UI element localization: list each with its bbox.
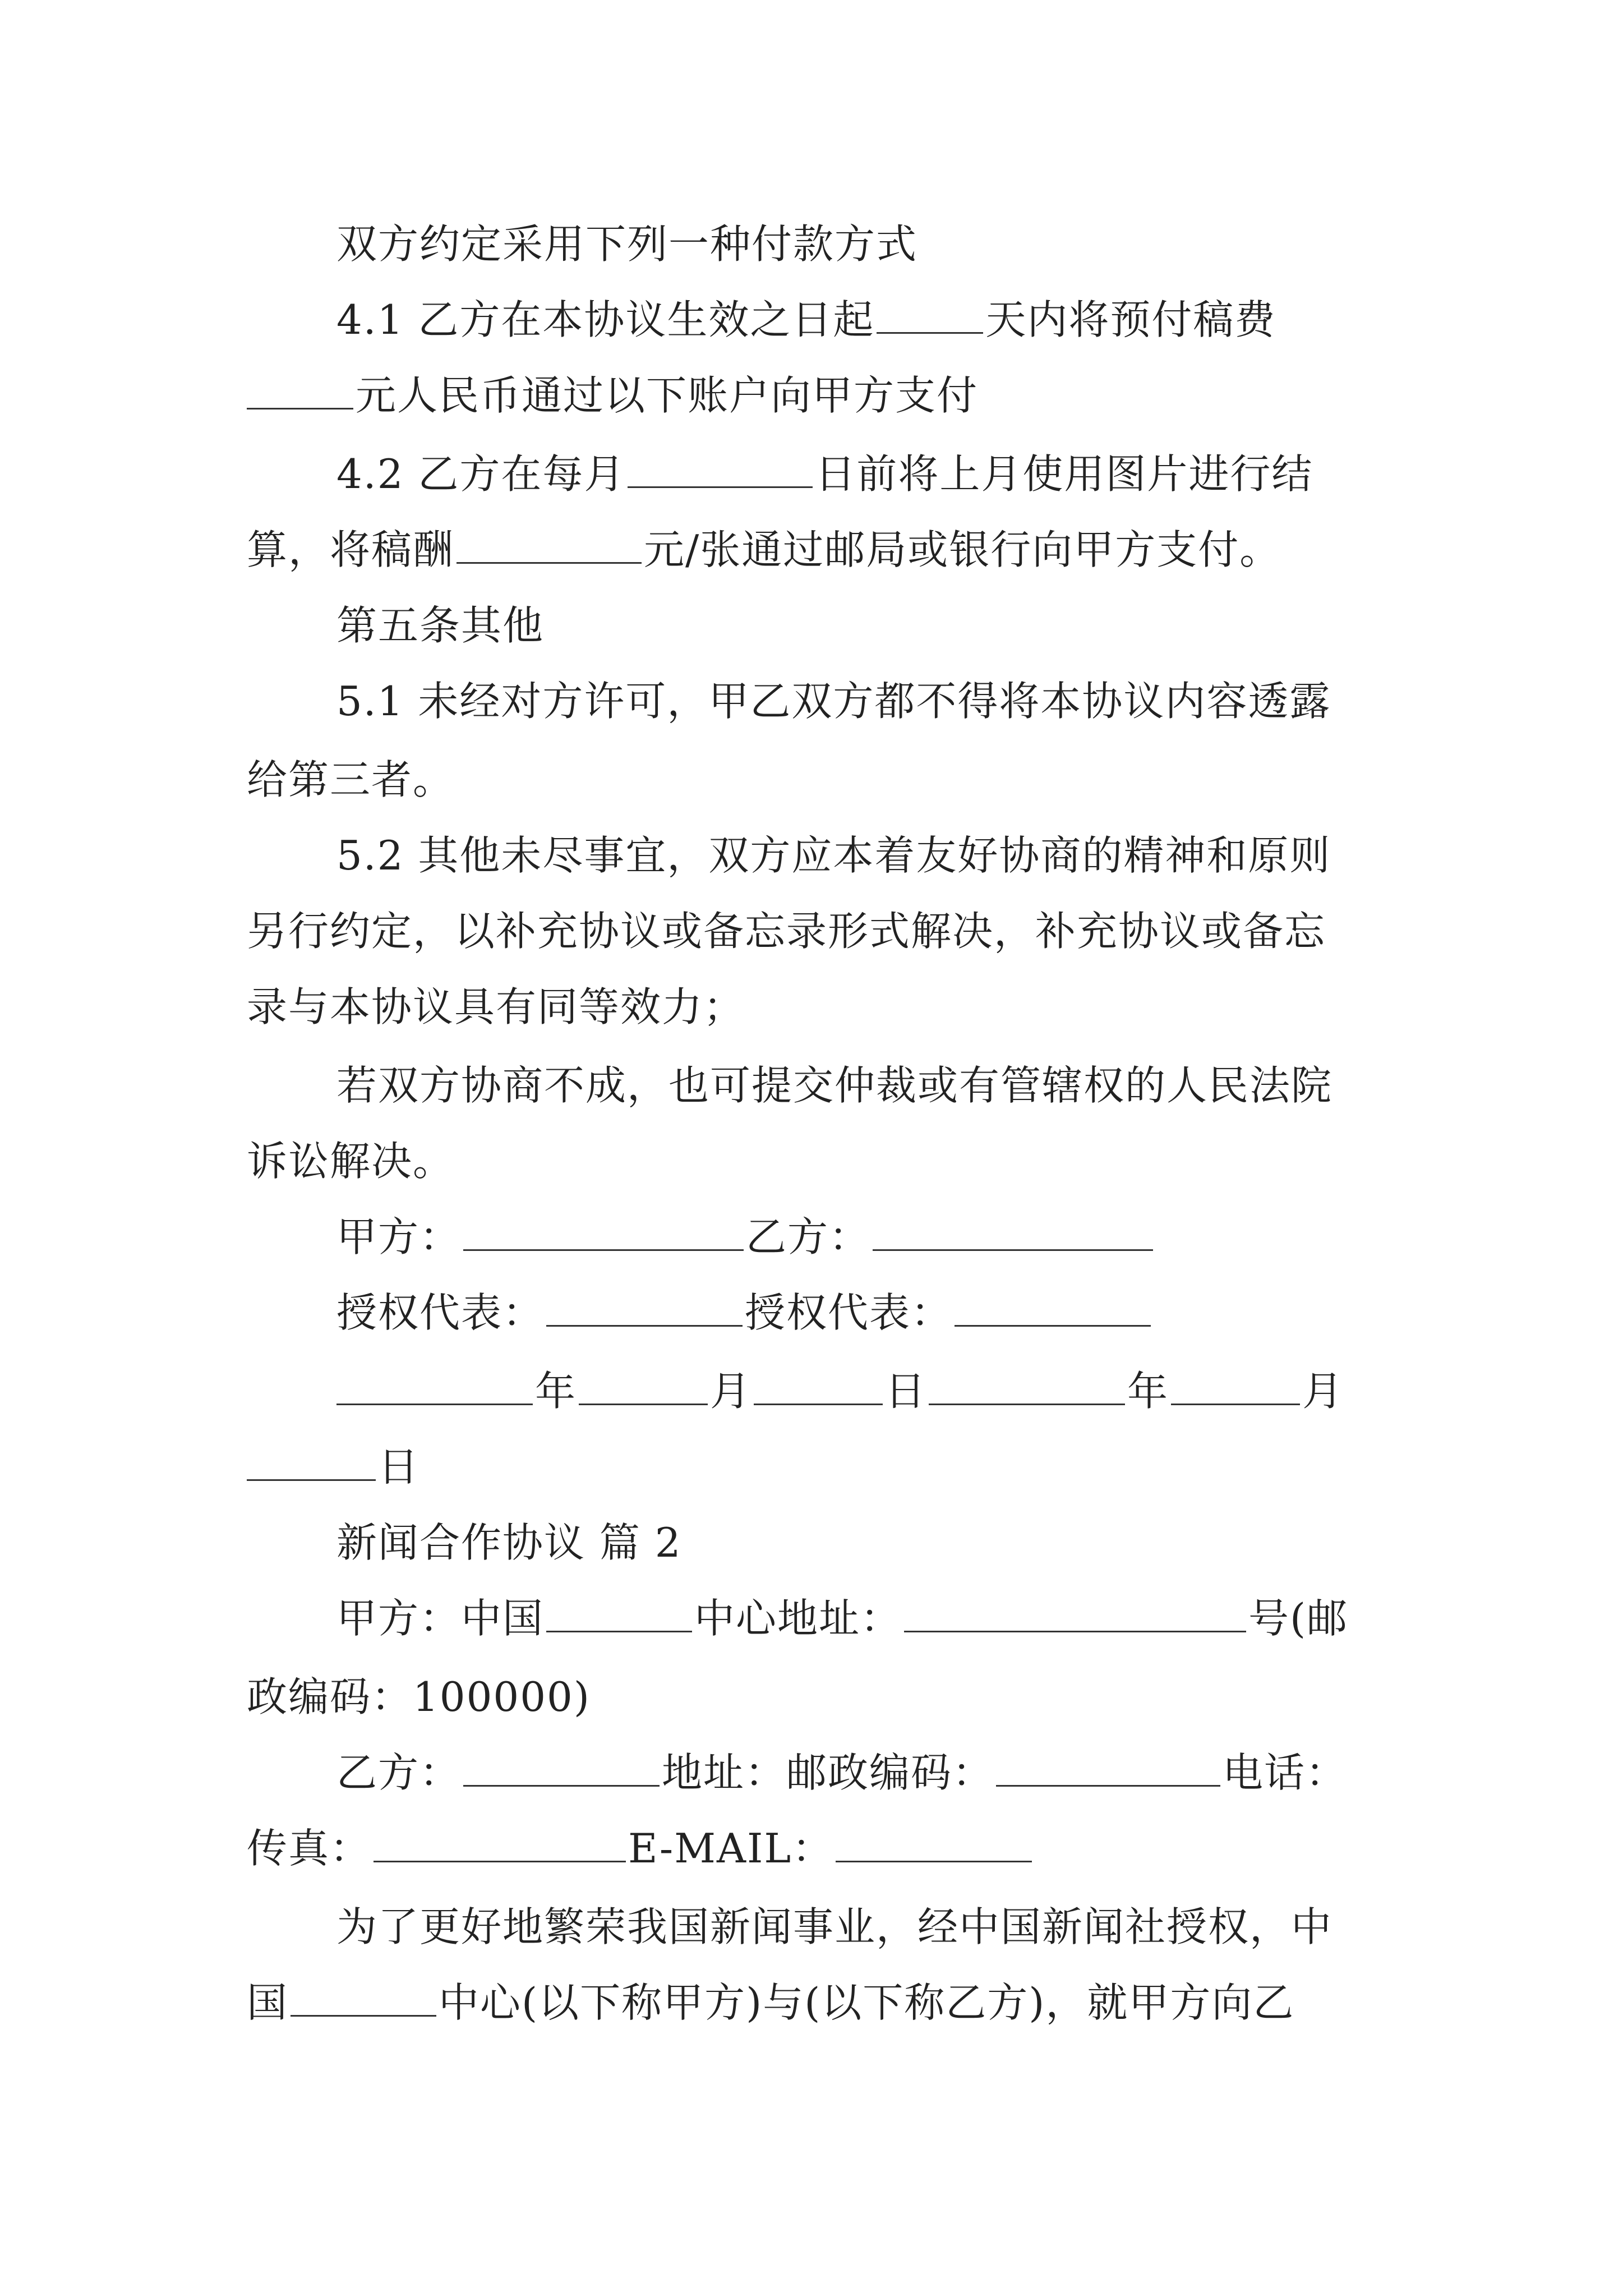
blank-fax[interactable] (374, 1821, 626, 1862)
clause-4-1-cont (247, 367, 978, 424)
party-a-info-cont (247, 1669, 591, 1725)
text-5-2-cont-2: 录与本协议具有同等效力； (247, 983, 745, 1030)
text-4-2-start: 4.2 乙方在每月 (336, 450, 626, 498)
text-4-1-cont: 元人民币通过以下账户向甲方支付 (356, 372, 979, 419)
label-center-address: 中心地址： (694, 1595, 902, 1642)
party-a-info (336, 1590, 1348, 1646)
text-4-1-days: 天内将预付稿费 (985, 296, 1276, 343)
blank-year-a[interactable] (336, 1364, 533, 1405)
text-5-1: 5.1 未经对方许可，甲乙双方都不得将本协议内容透露 (336, 678, 1331, 725)
blank-year-b[interactable] (929, 1364, 1125, 1405)
blank-month-b[interactable] (1171, 1364, 1300, 1405)
clause-5-1-cont (247, 752, 454, 808)
blank-email[interactable] (836, 1821, 1032, 1862)
text-4-2-cont-a: 算，将稿酬 (247, 526, 455, 573)
text-intro: 为了更好地繁荣我国新闻事业，经中国新闻社授权，中 (336, 1903, 1333, 1950)
text-dispute: 若双方协商不成，也可提交仲裁或有管辖权的人民法院 (336, 1062, 1333, 1109)
label-year-a: 年 (535, 1368, 577, 1415)
paragraph-dispute (336, 1057, 1332, 1114)
blank-monthly-date[interactable] (628, 447, 813, 488)
blank-days[interactable] (877, 293, 983, 334)
party-b-info (336, 1745, 1347, 1801)
text-section-title: 新闻合作协议 篇 2 (336, 1519, 682, 1566)
text-postal-code: 政编码：100000) (247, 1673, 591, 1720)
blank-month-a[interactable] (579, 1364, 708, 1405)
blank-center-name-2[interactable] (291, 1976, 436, 2017)
clause-5-1 (336, 673, 1331, 729)
text-4-2-cont-b: 元/张通过邮局或银行向甲方支付。 (644, 526, 1281, 573)
label-address-postal: 地址：邮政编码： (662, 1749, 994, 1796)
paragraph-dispute-cont (247, 1133, 454, 1189)
label-day-a: 日 (885, 1368, 927, 1415)
heading-article-5 (336, 597, 544, 654)
label-number-postal: 号(邮 (1248, 1595, 1349, 1642)
label-party-a: 甲方： (336, 1213, 462, 1260)
label-month-a: 月 (710, 1368, 752, 1415)
label-phone: 电话： (1223, 1749, 1348, 1796)
clause-4-2 (336, 446, 1313, 502)
clause-4-1 (336, 292, 1276, 348)
section-title-part-2 (336, 1515, 682, 1571)
blank-amount[interactable] (247, 369, 353, 409)
text-article-5: 第五条其他 (336, 602, 545, 649)
signature-dates (336, 1363, 1344, 1419)
label-month-b: 月 (1302, 1368, 1344, 1415)
label-rep-b: 授权代表： (745, 1289, 953, 1336)
label-rep-a: 授权代表： (336, 1289, 545, 1336)
blank-rep-a[interactable] (546, 1286, 743, 1327)
paragraph-intro-cont (247, 1975, 1294, 2031)
label-email: E-MAIL： (628, 1825, 834, 1872)
blank-postal[interactable] (996, 1746, 1220, 1787)
signature-dates-cont (247, 1439, 419, 1495)
blank-party-a[interactable] (463, 1210, 744, 1251)
paragraph-intro (336, 1899, 1332, 1955)
text-intro-cont-b: 中心(以下称甲方)与(以下称乙方)，就甲方向乙 (439, 1979, 1295, 2026)
party-b-contact (247, 1820, 1034, 1876)
text-5-2: 5.2 其他未尽事宜，双方应本着友好协商的精神和原则 (336, 832, 1331, 879)
blank-address[interactable] (904, 1591, 1246, 1632)
blank-center-name[interactable] (546, 1591, 692, 1632)
label-day-b: 日 (378, 1443, 420, 1490)
clause-5-2-cont-2 (247, 979, 745, 1035)
signature-representatives (336, 1285, 1153, 1341)
text-intro-cont-a: 国 (247, 1979, 289, 2026)
text-dispute-cont: 诉讼解决。 (247, 1138, 455, 1185)
text-4-1-start: 4.1 乙方在本协议生效之日起 (336, 296, 875, 343)
clause-5-2 (336, 827, 1331, 884)
signature-parties (336, 1209, 1155, 1265)
blank-day-b[interactable] (247, 1440, 376, 1481)
blank-fee[interactable] (457, 523, 642, 564)
blank-party-b-name[interactable] (463, 1746, 660, 1787)
clause-4-2-cont (247, 522, 1281, 578)
blank-rep-b[interactable] (955, 1286, 1151, 1327)
text-5-2-cont-1: 另行约定，以补充协议或备忘录形式解决，补充协议或备忘 (247, 908, 1326, 955)
clause-5-2-cont-1 (247, 903, 1326, 959)
label-party-b-info: 乙方： (336, 1749, 462, 1796)
label-year-b: 年 (1127, 1368, 1169, 1415)
text-4-2-mid: 日前将上月使用图片进行结 (815, 450, 1313, 498)
text-payment-method: 双方约定采用下列一种付款方式 (336, 220, 918, 268)
label-fax: 传真： (247, 1825, 372, 1872)
text-5-1-cont: 给第三者。 (247, 756, 455, 803)
label-party-b: 乙方： (746, 1213, 871, 1260)
label-party-a-china: 甲方：中国 (336, 1595, 545, 1642)
paragraph-payment-method (336, 216, 917, 272)
blank-party-b[interactable] (873, 1210, 1153, 1251)
blank-day-a[interactable] (754, 1364, 883, 1405)
